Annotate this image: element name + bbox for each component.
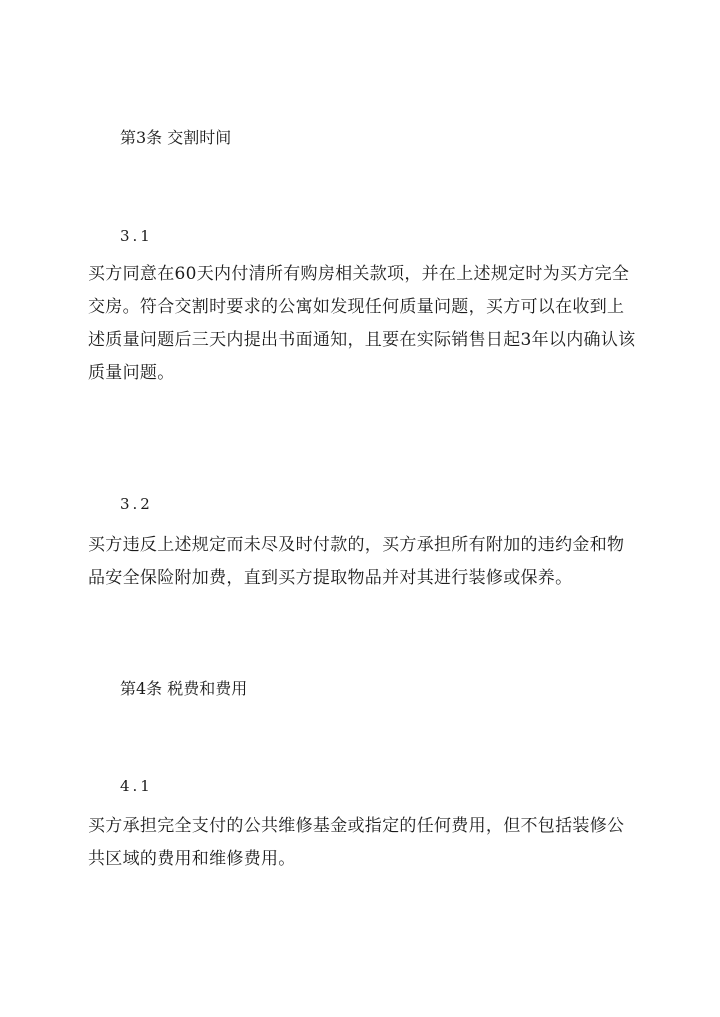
- clause-text: 买方承担完全支付的公共维修基金或指定的任何费用，但不包括装修公共区域的费用和维修费用。: [88, 816, 625, 869]
- section-heading: 第3条 交割时间: [120, 128, 232, 147]
- clause-number: 3.2: [120, 495, 153, 513]
- clause-number: 4.1: [120, 777, 153, 795]
- clause-number: 3.1: [120, 227, 153, 245]
- section-heading: 第4条 税费和费用: [120, 679, 248, 698]
- clause-text: 买方同意在60天内付清所有购房相关款项，并在上述规定时为买方完全交房。符合交割时要求的公寓如发现任何质量问题，买方可以在收到上述质量问题后三天内提出书面通知，且要在实际销售日起3年以内确认该质量问题。: [88, 264, 636, 383]
- clause-text: 买方违反上述规定而未尽及时付款的，买方承担所有附加的违约金和物品安全保险附加费，直到买方提取物品并对其进行装修或保养。: [88, 535, 625, 588]
